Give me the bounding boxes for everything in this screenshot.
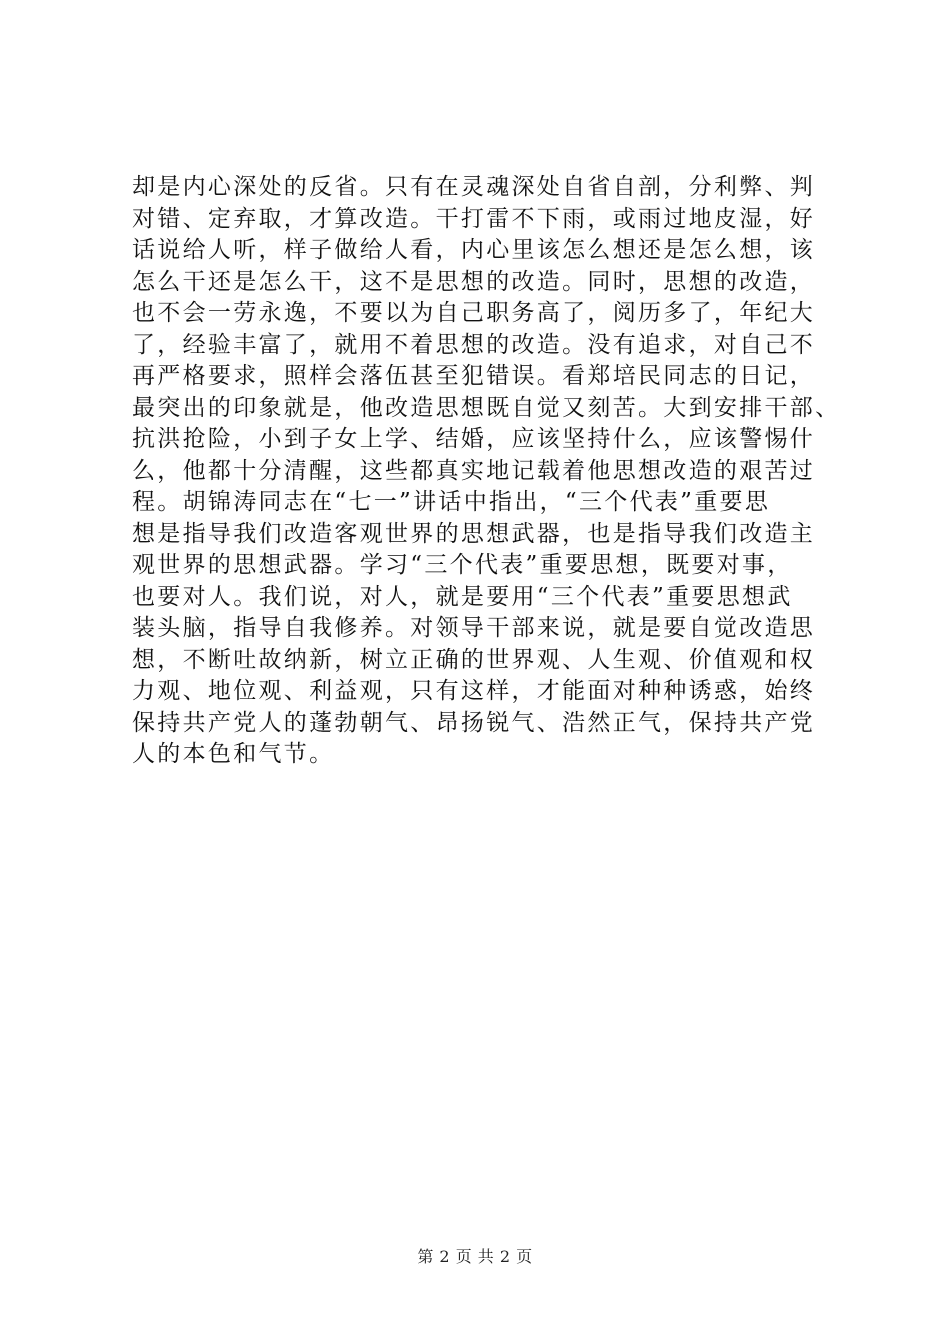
text-line: 么，他都十分清醒，这些都真实地记载着他思想改造的艰苦过 — [132, 457, 816, 484]
text-line: 最突出的印象就是，他改造思想既自觉又刻苦。大到安排干部、 — [132, 394, 841, 421]
text-line: 抗洪抢险，小到子女上学、结婚，应该坚持什么，应该警惕什 — [132, 426, 816, 452]
text-line: 力观、地位观、利益观，只有这样，才能面对种种诱惑，始终 — [132, 678, 816, 704]
text-line: 也要对人。我们说，对人，就是要用“三个代表”重要思想武 — [132, 583, 793, 610]
text-line: 再严格要求，照样会落伍甚至犯错误。看郑培民同志的日记， — [132, 363, 816, 389]
text-line: 程。胡锦涛同志在“七一”讲话中指出，“三个代表”重要思 — [132, 489, 771, 515]
text-line: 保持共产党人的蓬勃朝气、昂扬锐气、浩然正气，保持共产党 — [132, 709, 816, 736]
body-text — [132, 172, 841, 771]
page-footer — [0, 1244, 950, 1267]
text-line: 想是指导我们改造客观世界的思想武器，也是指导我们改造主 — [132, 520, 816, 547]
text-line: 观世界的思想武器。学习“三个代表”重要思想，既要对事， — [132, 552, 793, 578]
text-line: 也不会一劳永逸，不要以为自己职务高了，阅历多了，年纪大 — [132, 300, 816, 326]
text-line: 人的本色和气节。 — [132, 741, 335, 767]
text-line: 想，不断吐故纳新，树立正确的世界观、人生观、价值观和权 — [132, 646, 816, 673]
page-number-label: 第 2 页 共 2 页 — [417, 1247, 533, 1266]
text-line: 却是内心深处的反省。只有在灵魂深处自省自剖，分利弊、判 — [132, 174, 816, 200]
text-line: 对错、定弃取，才算改造。干打雷不下雨，或雨过地皮湿，好 — [132, 205, 816, 232]
text-line: 装头脑，指导自我修养。对领导干部来说，就是要自觉改造思 — [132, 615, 816, 641]
text-line: 怎么干还是怎么干，这不是思想的改造。同时，思想的改造， — [132, 268, 816, 295]
text-line: 了，经验丰富了，就用不着思想的改造。没有追求，对自己不 — [132, 331, 816, 358]
text-line: 话说给人听，样子做给人看，内心里该怎么想还是怎么想，该 — [132, 237, 816, 263]
